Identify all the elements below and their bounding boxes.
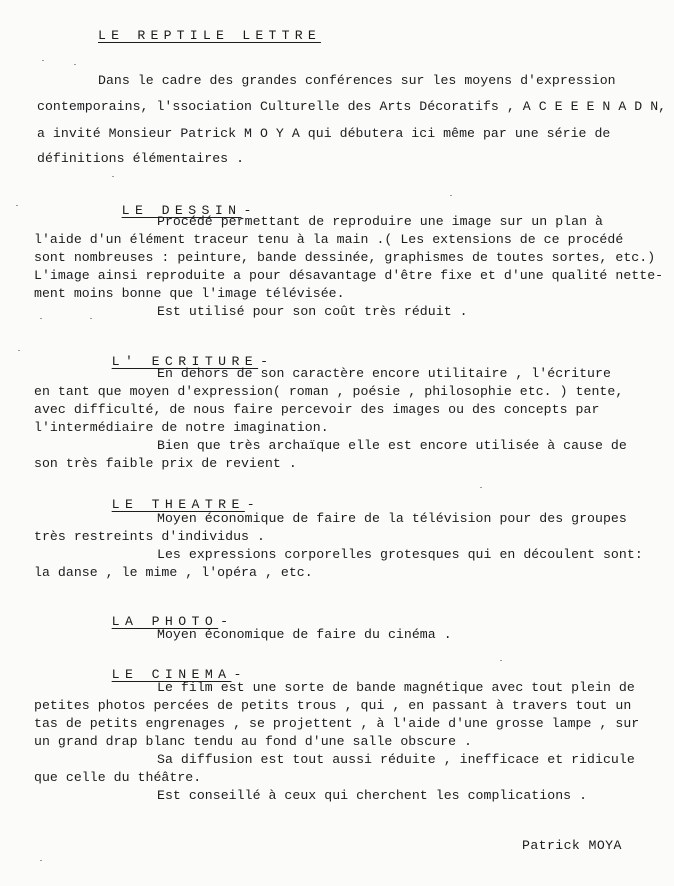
dessin-line-5: ment moins bonne que l'image télévisée. (34, 286, 345, 301)
cinema-line-6: que celle du théâtre. (34, 770, 202, 785)
section-heading-dash: - (220, 614, 229, 629)
dessin-line-3: sont nombreuses : peinture, bande dessinée, graphismes de toutes sortes, etc.) (34, 250, 656, 265)
section-heading-label: LA PHOTO (111, 614, 219, 629)
ecriture-line-5: Bien que très archaïque elle est encore utilisée à cause de (157, 438, 627, 453)
ecriture-line-4: l'intermédiaire de notre imagination. (34, 420, 329, 435)
cinema-line-5: Sa diffusion est tout aussi réduite , inefficace et ridicule (157, 752, 635, 767)
theatre-line-1: Moyen économique de faire de la télévision pour des groupes (157, 511, 627, 526)
ecriture-line-3: avec difficulté, de nous faire percevoir des images ou des concepts par (34, 402, 600, 417)
section-heading-label: LE THEATRE (111, 497, 245, 512)
section-heading-dash: - (246, 497, 255, 512)
ecriture-line-2: en tant que moyen d'expression( roman , poésie , philosophie etc. ) tente, (34, 384, 624, 399)
theatre-line-4: la danse , le mime , l'opéra , etc. (34, 565, 313, 580)
dessin-line-6: Est utilisé pour son coût très réduit . (157, 304, 468, 319)
intro-line-4: définitions élémentaires . (37, 151, 245, 166)
cinema-line-7: Est conseillé à ceux qui cherchent les complications . (157, 788, 588, 803)
photo-line-1: Moyen économique de faire du cinéma . (157, 627, 452, 642)
intro-line-3: a invité Monsieur Patrick M O Y A qui débutera ici même par une série de (37, 126, 611, 141)
section-heading-label: L' ECRITURE (111, 354, 259, 369)
paper-speck (74, 64, 76, 65)
dessin-line-2: l'aide d'un élément traceur tenu à la main .( Les extensions de ce procédé (34, 232, 624, 247)
theatre-line-3: Les expressions corporelles grotesques qui en découlent sont: (157, 547, 643, 562)
paper-speck (450, 195, 452, 196)
paper-speck (16, 205, 18, 206)
cinema-line-1: Le film est une sorte de bande magnétique avec tout plein de (157, 680, 635, 695)
signature: Patrick MOYA (522, 838, 622, 853)
cinema-line-2: petites photos percées de petits trous , qui , en passant à travers tout un (34, 698, 632, 713)
paper-speck (500, 660, 502, 661)
section-heading-label: LE DESSIN (121, 203, 242, 218)
section-heading-label: LE CINEMA (111, 667, 232, 682)
theatre-line-2: très restreints d'individus . (34, 529, 265, 544)
paper-speck (40, 318, 42, 319)
document-title: LE REPTILE LETTRE (98, 28, 321, 43)
section-heading-dash: - (243, 203, 252, 218)
dessin-line-1: Procédé permettant de reproduire une image sur un plan à (157, 214, 603, 229)
cinema-line-4: un grand drap blanc tendu au fond d'une salle obscure . (34, 734, 473, 749)
ecriture-line-1: En dehors de son caractère encore utilitaire , l'écriture (157, 366, 611, 381)
section-heading-dash: - (233, 667, 242, 682)
section-heading-dash: - (260, 354, 269, 369)
dessin-line-4: L'image ainsi reproduite a pour désavantage d'être fixe et d'une qualité nette- (34, 268, 664, 283)
intro-line-1: Dans le cadre des grandes conférences sur les moyens d'expression (98, 73, 616, 88)
ecriture-line-6: son très faible prix de revient . (34, 456, 297, 471)
paper-speck (90, 318, 92, 319)
cinema-line-3: tas de petits engrenages , se projettent , à l'aide d'une grosse lampe , sur (34, 716, 640, 731)
intro-line-2: contemporains, l'ssociation Culturelle des Arts Décoratifs , A C E E E N A D N, (37, 99, 667, 114)
paper-speck (480, 487, 482, 488)
paper-speck (112, 176, 114, 177)
paper-speck (42, 60, 44, 61)
paper-speck (18, 350, 20, 351)
paper-speck (40, 860, 42, 861)
